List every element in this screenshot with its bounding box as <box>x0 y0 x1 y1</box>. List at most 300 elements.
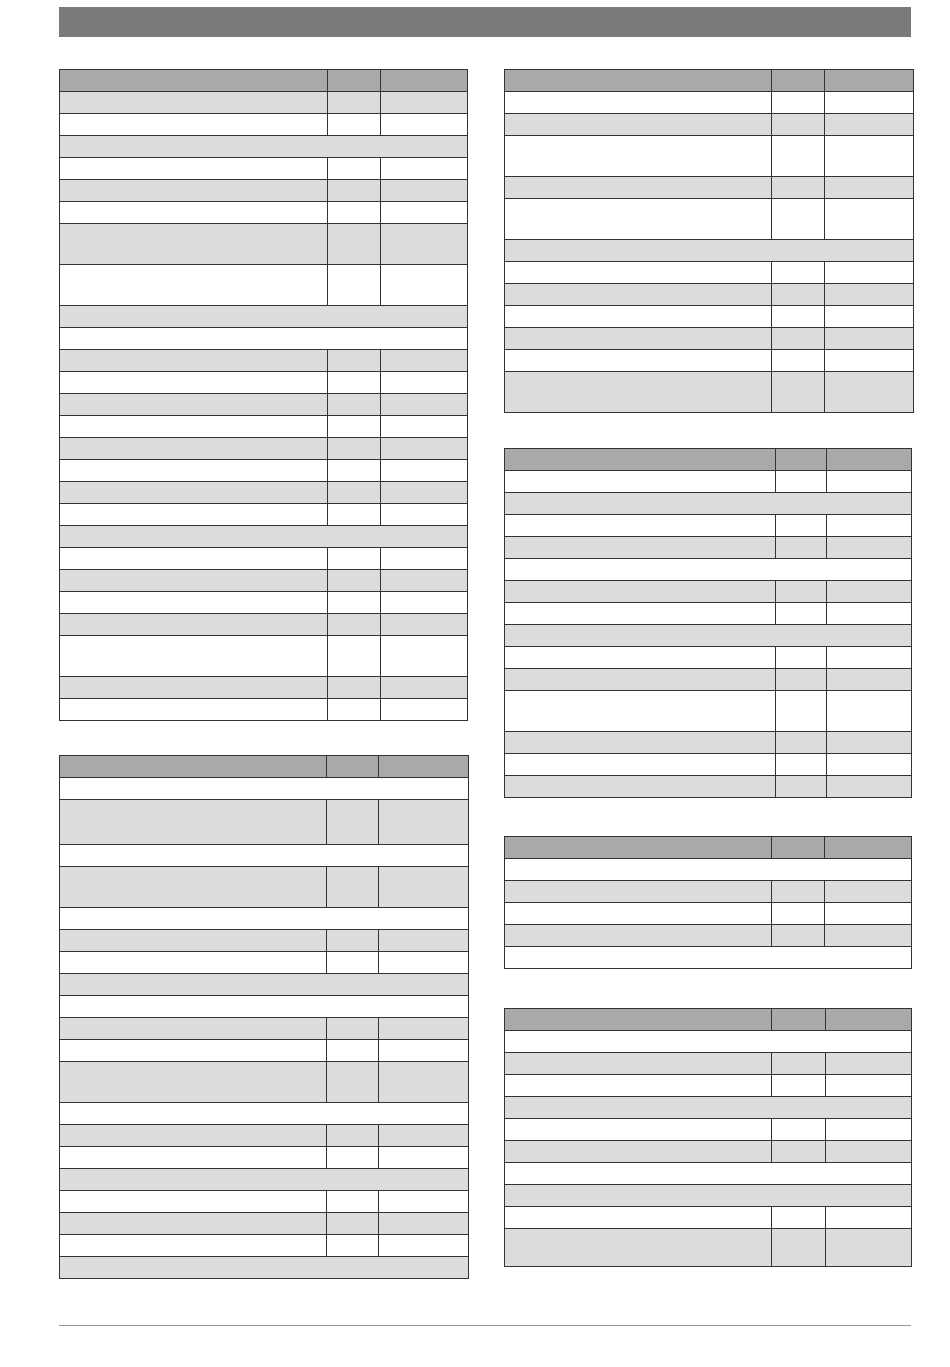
table-section-row <box>505 625 912 647</box>
table-cell <box>825 306 914 328</box>
table-cell <box>505 1163 912 1185</box>
column-header <box>827 449 912 471</box>
table-cell <box>328 636 381 677</box>
table-cell <box>327 952 379 974</box>
table-row <box>60 394 468 416</box>
table-section-row <box>505 559 912 581</box>
table-cell <box>379 1191 469 1213</box>
table-cell <box>826 1119 912 1141</box>
table-cell <box>328 614 381 636</box>
table-row <box>505 754 912 776</box>
table-cell <box>328 158 381 180</box>
table-cell <box>772 136 825 177</box>
table-cell <box>505 776 776 798</box>
table-cell <box>505 1097 912 1119</box>
table-cell <box>60 952 327 974</box>
table-cell <box>505 859 912 881</box>
column-header <box>772 837 825 859</box>
table-section-row <box>60 974 469 996</box>
table-cell <box>60 202 328 224</box>
table-row <box>60 438 468 460</box>
table-cell <box>328 372 381 394</box>
table-cell <box>825 177 914 199</box>
column-header <box>60 70 328 92</box>
table-cell <box>505 1053 772 1075</box>
table-cell <box>60 845 469 867</box>
table-cell <box>505 925 772 947</box>
table-cell <box>60 114 328 136</box>
table-cell <box>379 1235 469 1257</box>
table-row <box>505 925 912 947</box>
table-row <box>505 581 912 603</box>
table-section-row <box>60 1257 469 1279</box>
column-header <box>825 837 912 859</box>
table-cell <box>381 548 468 570</box>
table-section-row <box>505 493 912 515</box>
table-section-row <box>60 845 469 867</box>
table-cell <box>505 177 772 199</box>
table-cell <box>60 416 328 438</box>
table-cell <box>772 306 825 328</box>
table-cell <box>505 1185 912 1207</box>
table-row <box>60 460 468 482</box>
table-cell <box>327 867 379 908</box>
table-cell <box>825 903 912 925</box>
table-cell <box>381 158 468 180</box>
table-cell <box>327 1235 379 1257</box>
table-section-row <box>60 1169 469 1191</box>
table-cell <box>60 636 328 677</box>
table-cell <box>776 754 827 776</box>
table-cell <box>381 416 468 438</box>
table-cell <box>772 350 825 372</box>
table-cell <box>60 224 328 265</box>
table-cell <box>772 1229 826 1267</box>
table-cell <box>328 548 381 570</box>
table-cell <box>772 903 825 925</box>
table-cell <box>505 947 912 969</box>
table-row <box>60 180 468 202</box>
table-cell <box>381 699 468 721</box>
table-cell <box>60 526 468 548</box>
table-cell <box>827 732 912 754</box>
spec-table-6 <box>504 1008 912 1267</box>
table-cell <box>826 1141 912 1163</box>
table-row <box>505 136 914 177</box>
footer-rule <box>59 1325 911 1326</box>
table-cell <box>772 262 825 284</box>
table-section-row <box>60 526 468 548</box>
table-cell <box>60 265 328 306</box>
column-header <box>825 70 914 92</box>
table-cell <box>60 394 328 416</box>
table-cell <box>505 1031 912 1053</box>
table-header-row <box>505 1009 912 1031</box>
table-row <box>505 1053 912 1075</box>
table-row <box>60 1062 469 1103</box>
table-cell <box>505 493 912 515</box>
column-header <box>505 449 776 471</box>
spec-table-5 <box>504 836 912 969</box>
table-cell <box>328 699 381 721</box>
table-cell <box>505 1119 772 1141</box>
table-row <box>505 1075 912 1097</box>
table-cell <box>60 548 328 570</box>
table-cell <box>381 224 468 265</box>
table-cell <box>328 224 381 265</box>
table-cell <box>60 974 469 996</box>
table-cell <box>60 699 328 721</box>
table-cell <box>328 677 381 699</box>
table-row <box>60 952 469 974</box>
table-row <box>60 416 468 438</box>
table-cell <box>327 1125 379 1147</box>
table-cell <box>381 350 468 372</box>
table-cell <box>505 114 772 136</box>
table-section-row <box>60 996 469 1018</box>
table-cell <box>60 1062 327 1103</box>
table-row <box>505 177 914 199</box>
table-section-row <box>60 306 468 328</box>
table-cell <box>505 92 772 114</box>
table-cell <box>327 1147 379 1169</box>
table-cell <box>60 908 469 930</box>
spec-table-4 <box>504 448 912 798</box>
table-cell <box>60 1040 327 1062</box>
table-cell <box>60 996 469 1018</box>
column-header <box>381 70 468 92</box>
table-cell <box>60 350 328 372</box>
table-row <box>505 284 914 306</box>
table-section-row <box>60 328 468 350</box>
column-header <box>505 837 772 859</box>
table-cell <box>827 603 912 625</box>
table-row <box>60 592 468 614</box>
table-cell <box>379 1018 469 1040</box>
column-header <box>379 756 469 778</box>
table-cell <box>825 136 914 177</box>
table-cell <box>328 592 381 614</box>
table-cell <box>60 1125 327 1147</box>
table-row <box>60 1040 469 1062</box>
table-cell <box>505 306 772 328</box>
table-cell <box>827 669 912 691</box>
table-cell <box>60 328 468 350</box>
table-cell <box>825 92 914 114</box>
table-cell <box>327 800 379 845</box>
column-header <box>327 756 379 778</box>
table-cell <box>379 1125 469 1147</box>
table-header-row <box>505 837 912 859</box>
table-section-row <box>505 859 912 881</box>
table-cell <box>776 776 827 798</box>
table-cell <box>505 1075 772 1097</box>
table-cell <box>381 504 468 526</box>
table-cell <box>381 394 468 416</box>
table-cell <box>381 482 468 504</box>
table-cell <box>505 1207 772 1229</box>
table-cell <box>776 647 827 669</box>
table-section-row <box>505 1185 912 1207</box>
table-cell <box>505 625 912 647</box>
table-cell <box>776 603 827 625</box>
table-cell <box>827 754 912 776</box>
table-cell <box>327 1062 379 1103</box>
table-cell <box>379 1062 469 1103</box>
table-cell <box>825 114 914 136</box>
table-cell <box>825 372 914 413</box>
table-row <box>60 1125 469 1147</box>
table-section-row <box>505 947 912 969</box>
table-cell <box>60 482 328 504</box>
table-row <box>505 732 912 754</box>
table-cell <box>827 647 912 669</box>
table-cell <box>772 199 825 240</box>
column-header <box>505 70 772 92</box>
table-cell <box>825 328 914 350</box>
table-cell <box>772 372 825 413</box>
table-cell <box>379 1040 469 1062</box>
table-cell <box>772 114 825 136</box>
table-cell <box>379 800 469 845</box>
table-cell <box>379 867 469 908</box>
table-cell <box>381 592 468 614</box>
table-cell <box>827 537 912 559</box>
table-cell <box>505 284 772 306</box>
table-cell <box>772 925 825 947</box>
table-row <box>505 306 914 328</box>
table-row <box>505 669 912 691</box>
table-cell <box>379 1147 469 1169</box>
table-row <box>60 1018 469 1040</box>
table-header-row <box>505 449 912 471</box>
table-cell <box>776 471 827 493</box>
table-cell <box>60 867 327 908</box>
table-cell <box>505 471 776 493</box>
table-row <box>60 1191 469 1213</box>
column-header <box>60 756 327 778</box>
table-row <box>60 930 469 952</box>
table-cell <box>827 776 912 798</box>
table-cell <box>505 515 776 537</box>
table-row <box>60 1147 469 1169</box>
column-header <box>772 70 825 92</box>
table-cell <box>776 691 827 732</box>
table-cell <box>505 372 772 413</box>
table-cell <box>772 881 825 903</box>
table-cell <box>328 416 381 438</box>
table-cell <box>825 199 914 240</box>
table-row <box>60 699 468 721</box>
table-cell <box>60 592 328 614</box>
table-cell <box>328 394 381 416</box>
table-cell <box>60 460 328 482</box>
table-row <box>505 537 912 559</box>
table-row <box>505 114 914 136</box>
table-section-row <box>60 136 468 158</box>
table-cell <box>381 570 468 592</box>
table-cell <box>827 515 912 537</box>
table-cell <box>505 581 776 603</box>
table-cell <box>60 504 328 526</box>
table-row <box>60 202 468 224</box>
table-header-row <box>60 70 468 92</box>
table-header-row <box>60 756 469 778</box>
table-row <box>60 504 468 526</box>
table-row <box>505 1229 912 1267</box>
table-row <box>505 903 912 925</box>
table-cell <box>772 1119 826 1141</box>
table-row <box>505 199 914 240</box>
table-section-row <box>505 1163 912 1185</box>
table-cell <box>328 460 381 482</box>
table-cell <box>772 1053 826 1075</box>
table-cell <box>505 262 772 284</box>
table-cell <box>772 1141 826 1163</box>
table-cell <box>60 1018 327 1040</box>
table-cell <box>328 265 381 306</box>
table-row <box>505 691 912 732</box>
table-cell <box>825 262 914 284</box>
table-cell <box>505 559 912 581</box>
table-cell <box>772 328 825 350</box>
table-cell <box>776 669 827 691</box>
table-cell <box>60 92 328 114</box>
table-row <box>60 224 468 265</box>
table-cell <box>328 180 381 202</box>
table-row <box>505 328 914 350</box>
table-row <box>505 350 914 372</box>
table-cell <box>328 482 381 504</box>
table-cell <box>60 930 327 952</box>
table-cell <box>505 1229 772 1267</box>
table-row <box>505 515 912 537</box>
table-cell <box>381 460 468 482</box>
table-cell <box>381 438 468 460</box>
column-header <box>772 1009 826 1031</box>
table-cell <box>60 306 468 328</box>
table-cell <box>826 1207 912 1229</box>
table-cell <box>772 92 825 114</box>
table-section-row <box>60 1103 469 1125</box>
table-row <box>60 548 468 570</box>
table-cell <box>505 199 772 240</box>
table-cell <box>772 284 825 306</box>
table-cell <box>505 240 914 262</box>
table-cell <box>379 952 469 974</box>
table-section-row <box>60 778 469 800</box>
table-cell <box>827 471 912 493</box>
table-row <box>505 92 914 114</box>
table-cell <box>505 732 776 754</box>
table-cell <box>60 1191 327 1213</box>
table-cell <box>505 350 772 372</box>
table-row <box>505 1207 912 1229</box>
table-cell <box>381 636 468 677</box>
spec-table-1 <box>59 69 468 721</box>
table-cell <box>60 1103 469 1125</box>
table-row <box>60 867 469 908</box>
table-cell <box>327 1018 379 1040</box>
table-cell <box>772 1075 826 1097</box>
table-cell <box>60 136 468 158</box>
table-cell <box>825 350 914 372</box>
table-row <box>60 800 469 845</box>
table-cell <box>60 1257 469 1279</box>
table-section-row <box>60 908 469 930</box>
table-row <box>60 92 468 114</box>
table-cell <box>381 114 468 136</box>
table-cell <box>772 1207 826 1229</box>
table-cell <box>60 158 328 180</box>
table-cell <box>505 1141 772 1163</box>
table-row <box>505 647 912 669</box>
table-cell <box>505 537 776 559</box>
table-cell <box>60 180 328 202</box>
table-cell <box>60 778 469 800</box>
table-row <box>60 114 468 136</box>
table-cell <box>381 614 468 636</box>
spec-table-2 <box>59 755 469 1279</box>
table-row <box>505 603 912 625</box>
table-cell <box>381 180 468 202</box>
table-cell <box>776 581 827 603</box>
table-row <box>60 614 468 636</box>
table-row <box>505 1119 912 1141</box>
table-cell <box>826 1229 912 1267</box>
table-cell <box>505 881 772 903</box>
table-cell <box>826 1075 912 1097</box>
column-header <box>328 70 381 92</box>
table-cell <box>825 881 912 903</box>
table-cell <box>60 1213 327 1235</box>
table-cell <box>381 92 468 114</box>
table-cell <box>60 1147 327 1169</box>
table-section-row <box>505 240 914 262</box>
table-cell <box>776 537 827 559</box>
table-cell <box>772 177 825 199</box>
table-cell <box>60 614 328 636</box>
table-cell <box>327 1213 379 1235</box>
table-section-row <box>505 1031 912 1053</box>
table-row <box>505 776 912 798</box>
table-cell <box>505 136 772 177</box>
table-cell <box>505 691 776 732</box>
table-cell <box>505 903 772 925</box>
table-section-row <box>505 1097 912 1119</box>
table-cell <box>381 677 468 699</box>
table-cell <box>60 800 327 845</box>
column-header <box>505 1009 772 1031</box>
table-cell <box>60 372 328 394</box>
table-row <box>505 372 914 413</box>
table-cell <box>328 202 381 224</box>
table-cell <box>327 1191 379 1213</box>
table-cell <box>328 114 381 136</box>
table-cell <box>60 1169 469 1191</box>
table-cell <box>328 504 381 526</box>
table-row <box>505 471 912 493</box>
table-cell <box>381 202 468 224</box>
table-cell <box>327 930 379 952</box>
table-cell <box>505 647 776 669</box>
table-header-row <box>505 70 914 92</box>
table-cell <box>505 754 776 776</box>
table-cell <box>328 92 381 114</box>
table-cell <box>381 265 468 306</box>
table-cell <box>327 1040 379 1062</box>
table-cell <box>505 328 772 350</box>
